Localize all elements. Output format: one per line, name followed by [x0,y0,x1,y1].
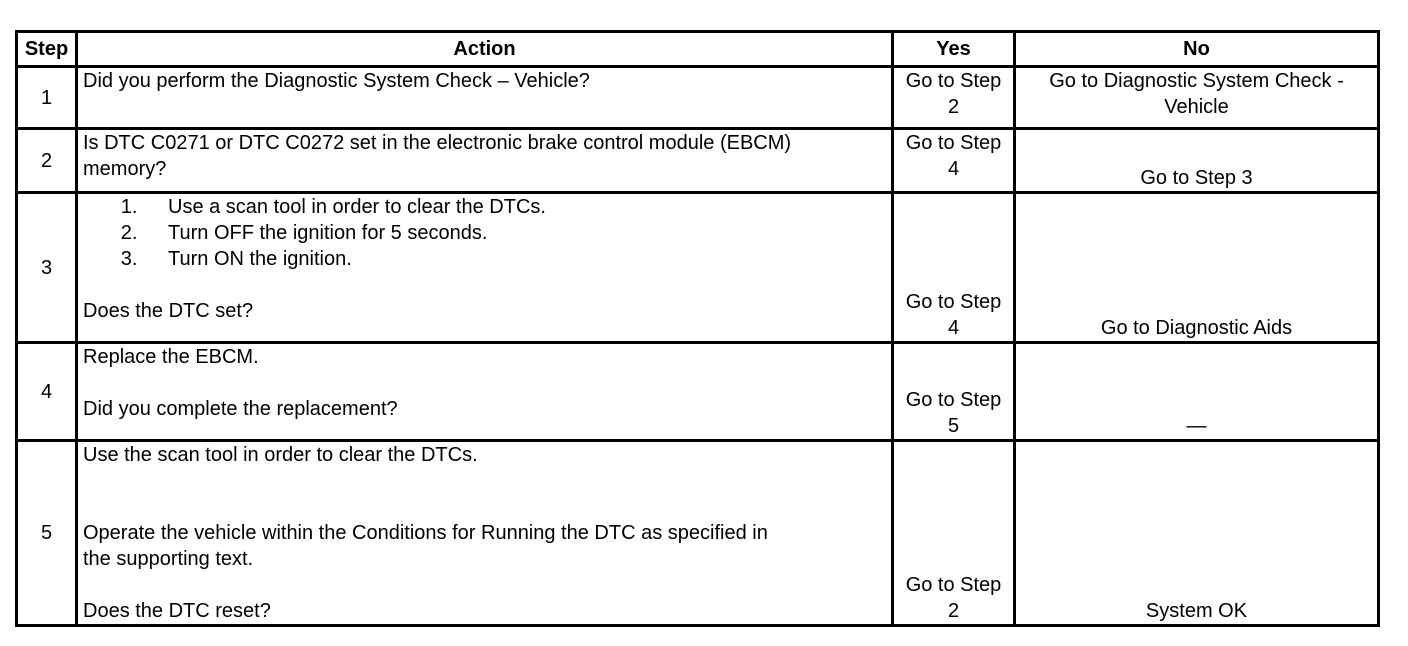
action-text: Operate the vehicle within the Conditions for Running the DTC as specified in [83,522,768,544]
header-row [17,32,1379,67]
no-text: System OK [1145,600,1248,622]
action-list [83,194,886,272]
list-item: 1. Use a scan tool in order to clear the DTCs. [143,194,886,220]
yes-cell [893,193,1015,343]
yes-cell [893,343,1015,441]
header-action: Action [77,32,893,67]
action-cell [77,193,893,343]
spacer [83,494,886,520]
yes-step: 4 [947,317,960,339]
yes-text: Go to Step [905,574,1002,596]
yes-text: Go to Step [905,291,1002,313]
spacer [83,370,886,396]
spacer [83,272,886,298]
step-number: 5 [17,441,77,626]
no-text: Vehicle [1164,96,1229,118]
yes-step: 2 [947,96,960,118]
table-row [17,129,1379,193]
table-row [17,441,1379,626]
step-number: 4 [17,343,77,441]
action-text: the supporting text. [83,548,254,570]
yes-cell [893,129,1015,193]
action-question: Does the DTC reset? [83,600,271,622]
no-cell [1015,193,1379,343]
no-cell [1015,441,1379,626]
yes-cell [893,441,1015,626]
no-cell [1015,343,1379,441]
diagnostic-table [15,30,1380,627]
action-cell [77,67,893,129]
action-text: Use the scan tool in order to clear the DTCs. [83,444,478,466]
no-text: Go to Step 3 [1140,167,1253,189]
no-text: Go to Diagnostic System Check - [1049,70,1344,92]
action-text: Is DTC C0271 or DTC C0272 set in the electronic brake control module (EBCM) [83,132,792,154]
yes-step: 2 [947,600,960,622]
yes-step: 4 [947,158,960,180]
no-cell [1015,67,1379,129]
action-text: Did you perform the Diagnostic System Check – Vehicle? [83,70,590,92]
action-cell [77,441,893,626]
no-text: Go to Diagnostic Aids [1100,317,1293,339]
yes-cell [893,67,1015,129]
action-cell [77,343,893,441]
table-row [17,193,1379,343]
header-step: Step [17,32,77,67]
yes-text: Go to Step [905,70,1002,92]
yes-text: Go to Step [905,132,1002,154]
action-question: Did you complete the replacement? [83,398,398,420]
table-row [17,67,1379,129]
yes-step: 5 [947,415,960,437]
action-text: memory? [83,158,167,180]
step-number: 2 [17,129,77,193]
spacer [83,468,886,494]
no-text: — [1186,415,1207,437]
step-number: 1 [17,67,77,129]
no-cell [1015,129,1379,193]
header-yes: Yes [893,32,1015,67]
action-question: Does the DTC set? [83,300,254,322]
action-text: Replace the EBCM. [83,346,259,368]
step-number: 3 [17,193,77,343]
list-item: 3. Turn ON the ignition. [143,246,886,272]
list-item: 2. Turn OFF the ignition for 5 seconds. [143,220,886,246]
header-no: No [1015,32,1379,67]
table-row [17,343,1379,441]
yes-text: Go to Step [905,389,1002,411]
action-cell [77,129,893,193]
spacer [83,572,886,598]
